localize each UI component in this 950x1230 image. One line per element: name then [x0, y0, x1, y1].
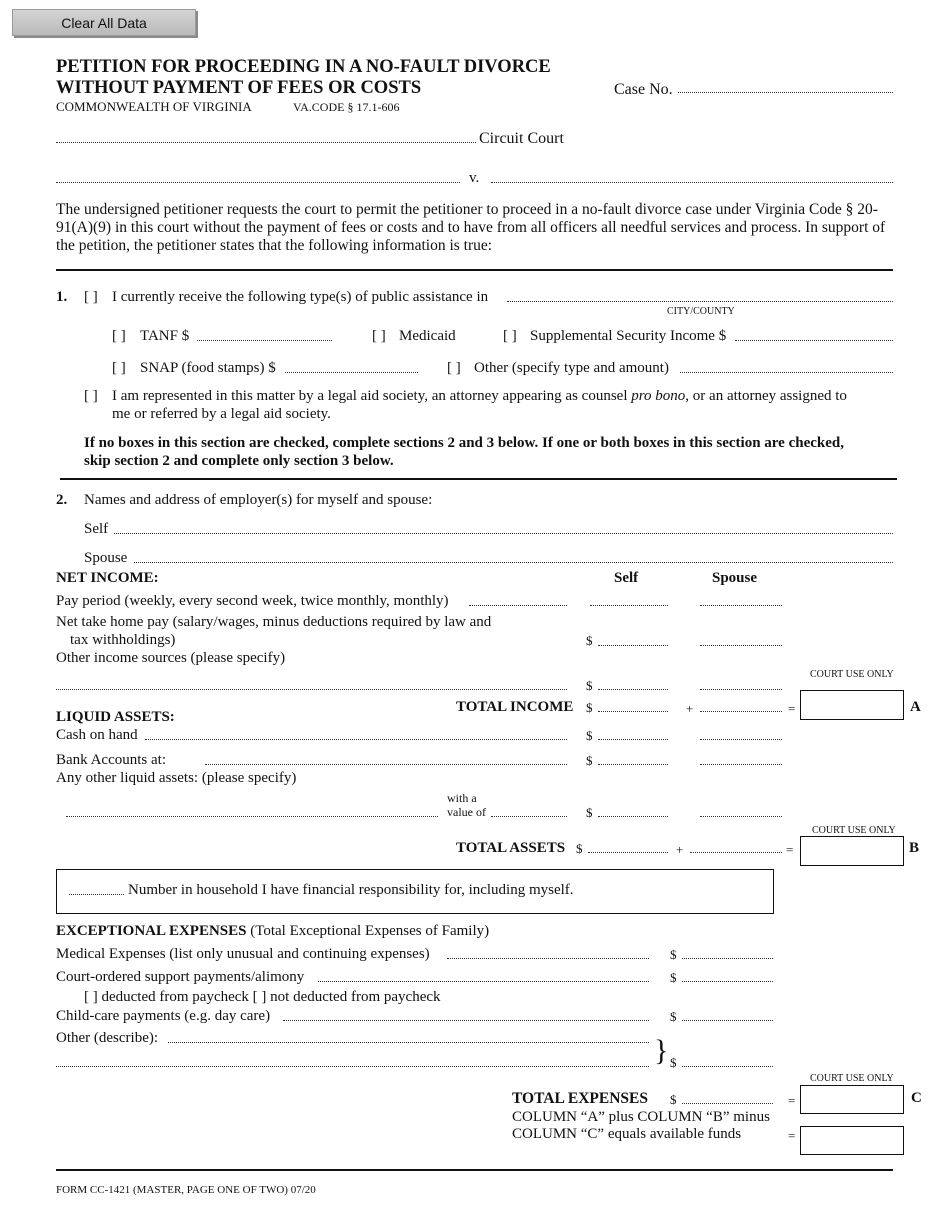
- pay-period-field[interactable]: [469, 605, 567, 606]
- take-home-self-field[interactable]: [598, 645, 668, 646]
- cash-on-hand-label: Cash on hand: [56, 727, 138, 743]
- spouse-employer-field[interactable]: [134, 562, 893, 563]
- other-expenses-field-line1[interactable]: [168, 1042, 649, 1043]
- clear-all-data-button[interactable]: Clear All Data: [12, 9, 196, 36]
- dollar-sign: $: [576, 841, 583, 856]
- other-assistance-field[interactable]: [680, 372, 893, 373]
- value-of-label: value of: [447, 805, 486, 819]
- take-home-label-line1: Net take home pay (salary/wages, minus deductions required by law and: [56, 614, 492, 630]
- tanf-label: TANF $: [140, 328, 190, 344]
- snap-checkbox[interactable]: [ ]: [112, 360, 126, 376]
- other-liquid-self-field[interactable]: [598, 816, 668, 817]
- dollar-sign: $: [670, 970, 677, 985]
- court-ordered-support-amount-field[interactable]: [682, 981, 773, 982]
- child-care-amount-field[interactable]: [682, 1020, 773, 1021]
- dollar-sign: $: [670, 947, 677, 962]
- court-use-only-label-a: COURT USE ONLY: [810, 669, 894, 680]
- dollar-sign: $: [586, 700, 593, 715]
- snap-amount-field[interactable]: [285, 372, 418, 373]
- child-care-label: Child-care payments (e.g. day care): [56, 1008, 271, 1024]
- bank-spouse-field[interactable]: [700, 764, 782, 765]
- tanf-amount-field[interactable]: [197, 340, 332, 341]
- medicaid-checkbox[interactable]: [ ]: [372, 328, 386, 344]
- section1-instruction-line1: If no boxes in this section are checked, complete sections 2 and 3 below. If one or both boxes in this section are checked,: [84, 435, 844, 451]
- available-funds-label-line2: COLUMN “C” equals available funds: [512, 1126, 742, 1142]
- court-use-only-label-b: COURT USE ONLY: [812, 825, 896, 836]
- pay-period-label: Pay period (weekly, every second week, twice monthly, monthly): [56, 593, 449, 609]
- footer-divider: [56, 1169, 893, 1171]
- column-a-label: A: [910, 699, 921, 715]
- section1-number: 1.: [56, 289, 68, 305]
- other-income-label: Other income sources (please specify): [56, 650, 286, 666]
- take-home-spouse-field[interactable]: [700, 645, 782, 646]
- cash-on-hand-field[interactable]: [145, 739, 567, 740]
- va-code-label: VA.CODE § 17.1-606: [293, 100, 400, 114]
- total-income-court-box[interactable]: [800, 690, 904, 720]
- dollar-sign: $: [586, 805, 593, 820]
- column-b-label: B: [909, 840, 920, 856]
- total-income-spouse-field[interactable]: [700, 711, 782, 712]
- equals-sign: =: [788, 1128, 796, 1143]
- total-expenses-field[interactable]: [682, 1103, 773, 1104]
- total-income-self-field[interactable]: [598, 711, 668, 712]
- bank-accounts-field[interactable]: [205, 764, 567, 765]
- dollar-sign: $: [586, 678, 593, 693]
- total-assets-self-field[interactable]: [588, 852, 668, 853]
- total-expenses-court-box[interactable]: [800, 1085, 904, 1114]
- commonwealth-label: COMMONWEALTH OF VIRGINIA: [56, 99, 252, 114]
- other-liquid-assets-field[interactable]: [66, 816, 438, 817]
- with-a-label: with a: [447, 791, 477, 805]
- dollar-sign: $: [670, 1009, 677, 1024]
- city-county-caption: CITY/COUNTY: [667, 306, 735, 317]
- liquid-assets-heading: LIQUID ASSETS:: [56, 709, 175, 725]
- ssi-label: Supplemental Security Income $: [530, 328, 727, 344]
- total-assets-court-box[interactable]: [800, 836, 904, 866]
- bank-accounts-label: Bank Accounts at:: [56, 752, 166, 768]
- tanf-checkbox[interactable]: [ ]: [112, 328, 126, 344]
- dollar-sign: $: [670, 1055, 677, 1070]
- dollar-sign: $: [586, 633, 593, 648]
- cash-spouse-field[interactable]: [700, 739, 782, 740]
- employers-label: Names and address of employer(s) for myself and spouse:: [84, 492, 433, 508]
- section2-number: 2.: [56, 492, 68, 508]
- household-count-field[interactable]: [69, 894, 124, 895]
- intro-paragraph: The undersigned petitioner requests the court to permit the petitioner to proceed in a no-fault divorce case under Virginia Code § 20-91(A)(9) in this court without the payment of fees or costs and to have from all officers all needful services and process. In support of the petition, the petitioner states that the following information is true:: [56, 201, 886, 254]
- section-divider: [60, 478, 897, 480]
- other-expenses-field-line2[interactable]: [56, 1066, 649, 1067]
- total-assets-label: TOTAL ASSETS: [456, 840, 566, 856]
- plus-sign: +: [686, 701, 694, 716]
- child-care-description-field[interactable]: [283, 1020, 649, 1021]
- case-no-label: Case No.: [614, 81, 673, 98]
- dollar-sign: $: [586, 728, 593, 743]
- dollar-sign: $: [586, 753, 593, 768]
- paycheck-deduction-options[interactable]: [ ] deducted from paycheck [ ] not deducted from paycheck: [84, 989, 441, 1005]
- form-title-line1: PETITION FOR PROCEEDING IN A NO-FAULT DIVORCE: [56, 57, 551, 77]
- bank-self-field[interactable]: [598, 764, 668, 765]
- form-number-footer: FORM CC-1421 (MASTER, PAGE ONE OF TWO) 07/20: [56, 1184, 316, 1196]
- other-income-source-field[interactable]: [56, 689, 567, 690]
- total-income-label: TOTAL INCOME: [456, 699, 574, 715]
- other-liquid-value-field[interactable]: [491, 816, 567, 817]
- plus-sign: +: [676, 842, 684, 857]
- public-assistance-checkbox[interactable]: [ ]: [84, 289, 98, 305]
- other-liquid-assets-label: Any other liquid assets: (please specify): [56, 770, 297, 786]
- spouse-employer-label: Spouse: [84, 550, 128, 566]
- legal-aid-text-line1: I am represented in this matter by a legal aid society, an attorney appearing as counsel pro bono, or an attorney assigned to: [112, 388, 847, 404]
- available-funds-label-line1: COLUMN “A” plus COLUMN “B” minus: [512, 1109, 770, 1125]
- other-assistance-label: Other (specify type and amount): [474, 360, 669, 376]
- available-funds-court-box[interactable]: [800, 1126, 904, 1155]
- ssi-amount-field[interactable]: [735, 340, 893, 341]
- total-assets-spouse-field[interactable]: [690, 852, 782, 853]
- other-income-spouse-field[interactable]: [700, 689, 782, 690]
- pay-period-spouse-field[interactable]: [700, 605, 782, 606]
- pay-period-self-field[interactable]: [590, 605, 668, 606]
- other-income-self-field[interactable]: [598, 689, 668, 690]
- other-expenses-label: Other (describe):: [56, 1030, 159, 1046]
- legal-aid-text-line2: me or referred by a legal aid society.: [112, 406, 331, 422]
- section1-instruction-line2: skip section 2 and complete only section 3 below.: [84, 453, 394, 469]
- equals-sign: =: [788, 1093, 796, 1108]
- medicaid-label: Medicaid: [399, 328, 456, 344]
- city-county-field[interactable]: [507, 301, 893, 302]
- cash-self-field[interactable]: [598, 739, 668, 740]
- self-column-header: Self: [614, 570, 639, 586]
- brace-symbol: }: [654, 1034, 669, 1067]
- other-liquid-spouse-field[interactable]: [700, 816, 782, 817]
- medical-expenses-description-field[interactable]: [447, 958, 649, 959]
- versus-label: v.: [469, 170, 480, 186]
- public-assistance-label: I currently receive the following type(s) of public assistance in: [112, 289, 489, 305]
- form-title-line2: WITHOUT PAYMENT OF FEES OR COSTS: [56, 78, 422, 98]
- circuit-court-label: Circuit Court: [479, 130, 564, 147]
- dollar-sign: $: [670, 1092, 677, 1107]
- equals-sign: =: [786, 842, 794, 857]
- household-label: Number in household I have financial responsibility for, including myself.: [128, 882, 574, 898]
- snap-label: SNAP (food stamps) $: [140, 360, 276, 376]
- circuit-court-field[interactable]: [56, 142, 476, 143]
- other-expenses-amount-field[interactable]: [682, 1066, 773, 1067]
- exceptional-expenses-heading: EXCEPTIONAL EXPENSES (Total Exceptional Expenses of Family): [56, 923, 490, 939]
- court-use-only-label-c: COURT USE ONLY: [810, 1073, 894, 1084]
- case-no-field[interactable]: [678, 92, 893, 93]
- self-employer-field[interactable]: [114, 533, 893, 534]
- net-income-heading: NET INCOME:: [56, 570, 159, 586]
- plaintiff-field[interactable]: [56, 182, 460, 183]
- court-ordered-support-label: Court-ordered support payments/alimony: [56, 969, 305, 985]
- spouse-column-header: Spouse: [712, 570, 758, 586]
- ssi-checkbox[interactable]: [ ]: [503, 328, 517, 344]
- self-employer-label: Self: [84, 521, 109, 537]
- equals-sign: =: [788, 701, 796, 716]
- other-assistance-checkbox[interactable]: [ ]: [447, 360, 461, 376]
- total-expenses-label: TOTAL EXPENSES: [512, 1090, 648, 1107]
- defendant-field[interactable]: [491, 182, 893, 183]
- court-ordered-support-description-field[interactable]: [318, 981, 649, 982]
- legal-aid-checkbox[interactable]: [ ]: [84, 388, 98, 404]
- medical-expenses-label: Medical Expenses (list only unusual and continuing expenses): [56, 946, 430, 962]
- column-c-label: C: [911, 1090, 922, 1106]
- section-divider: [56, 269, 893, 271]
- medical-expenses-amount-field[interactable]: [682, 958, 773, 959]
- take-home-label-line2: tax withholdings): [70, 632, 176, 648]
